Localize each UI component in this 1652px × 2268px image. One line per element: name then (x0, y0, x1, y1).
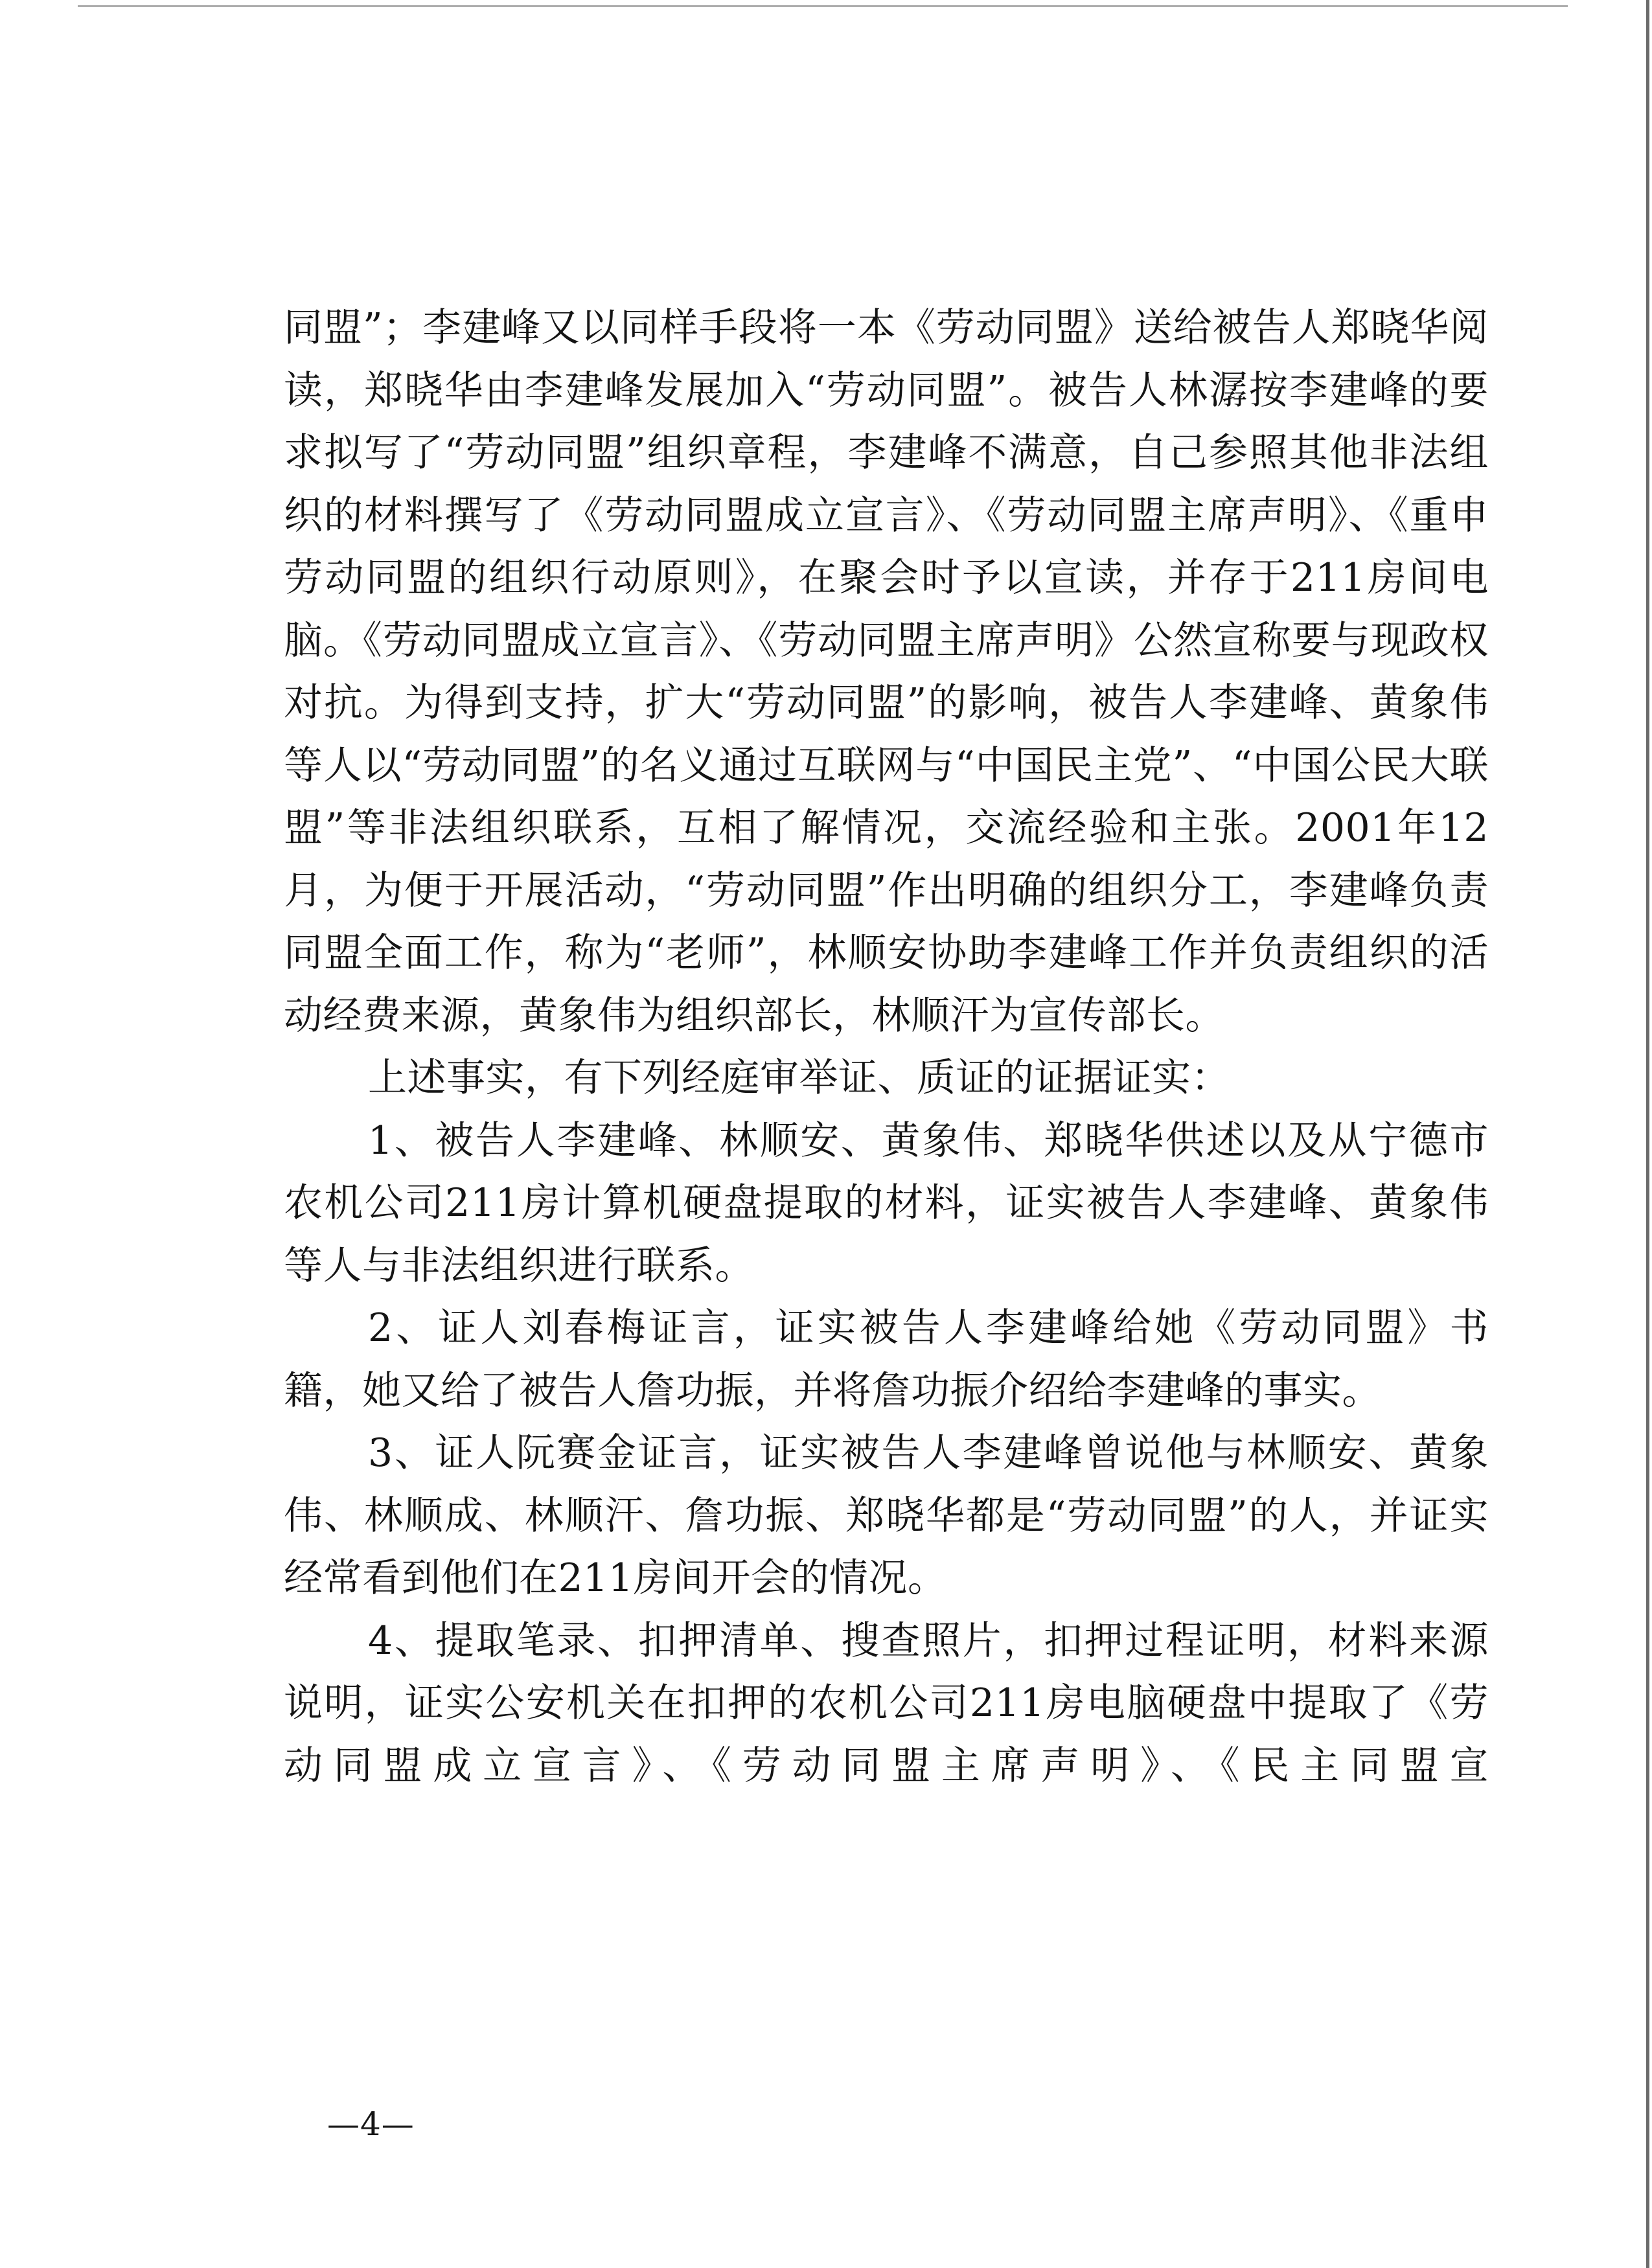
scan-edge-right (1646, 0, 1649, 2268)
page-number: —4— (327, 2105, 415, 2143)
document-body (284, 297, 1489, 1797)
paragraph-evidence-4: 4、提取笔录、扣押清单、搜查照片，扣押过程证明，材料来源说明，证实公安机关在扣押的农机公司211房电脑硬盘中提取了《劳动同盟成立宣言》、《劳动同盟主席声明》、《民主同盟宣 (284, 1618, 1489, 1789)
paragraph-evidence-3: 3、证人阮赛金证言，证实被告人李建峰曾说他与林顺安、黄象伟、林顺成、林顺汗、詹功振、郑晓华都是“劳动同盟”的人，并证实经常看到他们在211房间开会的情况。 (284, 1430, 1489, 1601)
paragraph-continuation: 同盟”；李建峰又以同样手段将一本《劳动同盟》送给被告人郑晓华阅读，郑晓华由李建峰发展加入“劳动同盟”。被告人林潺按李建峰的要求拟写了“劳动同盟”组织章程，李建峰不满意，自己参照其他非法组织的材料撰写了《劳动同盟成立宣言》、《劳动同盟主席声明》、《重申劳动同盟的组织行动原则》，在聚会时予以宣读，并存于211房间电脑。《劳动同盟成立宣言》、《劳动同盟主席声明》公然宣称要与现政权对抗。为得到支持，扩大“劳动同盟”的影响，被告人李建峰、黄象伟等人以“劳动同盟”的名义通过互联网与“中国民主党”、“中国公民大联盟”等非法组织联系，互相了解情况，交流经验和主张。2001年12月，为便于开展活动，“劳动同盟”作出明确的组织分工，李建峰负责同盟全面工作，称为“老师”，林顺安协助李建峰工作并负责组织的活动经费来源，黄象伟为组织部长，林顺汗为宣传部长。 (284, 305, 1489, 1038)
paragraph-evidence-2: 2、证人刘春梅证言，证实被告人李建峰给她《劳动同盟》书籍，她又给了被告人詹功振，并将詹功振介绍给李建峰的事实。 (284, 1305, 1489, 1414)
paragraph-evidence-1: 1、被告人李建峰、林顺安、黄象伟、郑晓华供述以及从宁德市农机公司211房计算机硬盘提取的材料，证实被告人李建峰、黄象伟等人与非法组织进行联系。 (284, 1117, 1489, 1289)
scan-edge-top (78, 5, 1568, 7)
paragraph-evidence-intro: 上述事实，有下列经庭审举证、质证的证据证实： (368, 1055, 1230, 1101)
